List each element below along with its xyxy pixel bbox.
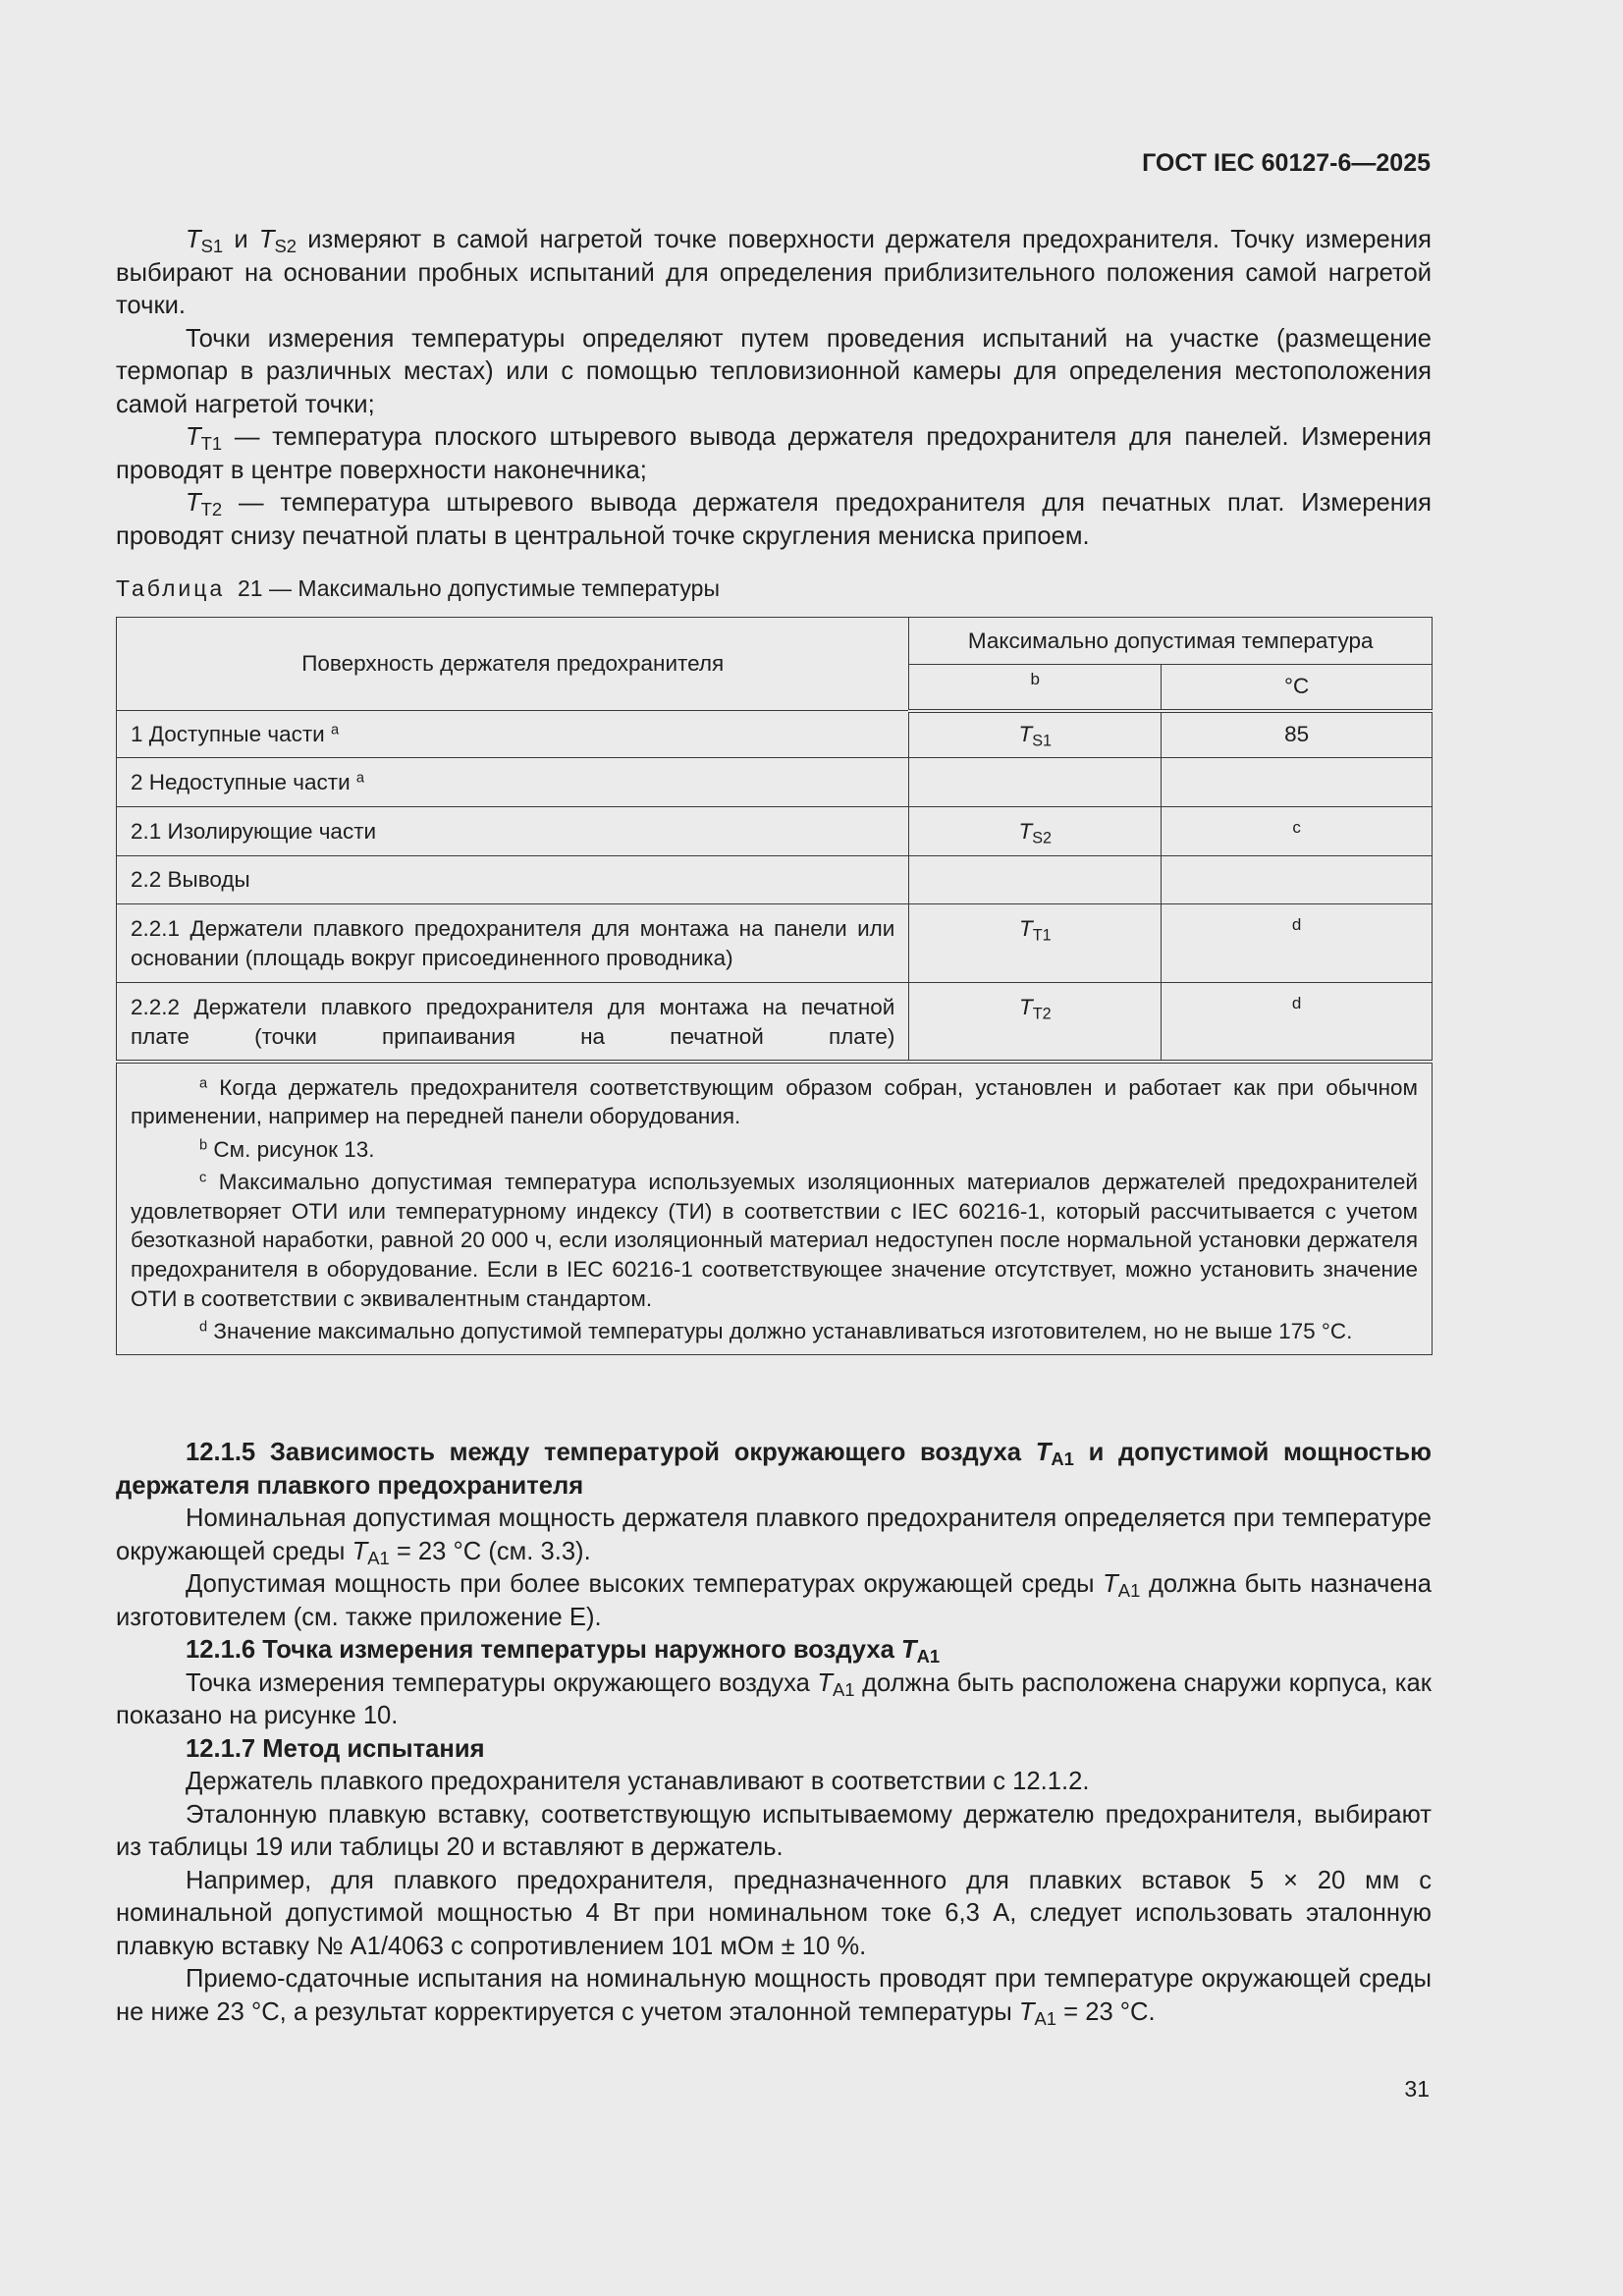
standard-designation: ГОСТ IEC 60127-6—2025 xyxy=(1142,149,1431,177)
paragraph-tt2: $T_{T2}$ — температура штыревого вывода держателя предохранителя для печатных плат. Измерения проводят снизу печатной платы в центральной точке скругления мениска припоем. xyxy=(116,489,1432,550)
paragraph: Например, для плавкого предохранителя, предназначенного для плавких вставок 5 × 20 мм с номинальной допустимой мощностью 4 Вт при номинальном токе 6,3 А, следует использовать эталонную плавкую вставку № А1/4063 с сопротивлением 101 мОм ± 10 %. xyxy=(116,1866,1432,1960)
table-row: 2.2.1 Держатели плавкого предохранителя для монтажа на панели или основании (площадь вокруг присоединенного проводника) $T_{T1}$ d xyxy=(117,904,1433,983)
header-col-b: b xyxy=(909,665,1162,711)
header-surface: Поверхность держателя предохранителя xyxy=(117,618,909,711)
note-b: $^b$ См. рисунок 13. xyxy=(199,1136,375,1162)
note-c: $^c$ Максимально допустимая температура используемых изоляционных материалов держателей предохранителей удовлетворяет ОТИ или температурному индексу (ТИ) в соответствии с IEC 60216-1, который рассчитывается с учетом безотказной наработки, равной 20 000 ч, если изоляционный материал недоступен после нормальной установки держателя предохранителя в оборудование. Если в IEC 60216-1 соответствующее значение отсутствует, можно установить значение ОТИ в соответствии с эквивалентным стандартом. xyxy=(131,1170,1418,1311)
table-notes xyxy=(117,1062,1433,1355)
section-heading-12-1-5: 12.1.5 Зависимость между температурой окружающего воздуха $T_{A1}$ и допустимой мощностью держателя плавкого предохранителя xyxy=(116,1439,1432,1500)
header-max-temp: Максимально допустимая температура xyxy=(909,618,1433,665)
paragraph-ts: $T_{S1}$ и $T_{S2}$ измеряют в самой нагретой точке поверхности держателя предохранителя. Точку измерения выбирают на основании пробных испытаний для определения приблизительного положения самой нагретой точки. xyxy=(116,226,1432,319)
table-row: 2 Недоступные части $^a$ xyxy=(117,758,1433,807)
note-a: $^a$ Когда держатель предохранителя соответствующим образом собран, установлен и работает как при обычном применении, например на передней панели оборудования. xyxy=(131,1074,1418,1129)
note-d: $^d$ Значение максимально допустимой температуры должно устанавливаться изготовителем, но не выше 175 °C. xyxy=(199,1319,1353,1344)
intro-text xyxy=(116,224,1432,553)
page-number: 31 xyxy=(1404,2076,1430,2102)
sections-text xyxy=(116,1437,1432,2029)
paragraph: Точка измерения температуры окружающего воздуха $T_{A1}$ должна быть расположена снаружи корпуса, как показано на рисунке 10. xyxy=(116,1668,1432,1729)
paragraph-tt1: $T_{T1}$ — температура плоского штыревого вывода держателя предохранителя для панелей. Измерения проводят в центре поверхности наконечника; xyxy=(116,423,1432,484)
table-row: 2.2 Выводы xyxy=(117,856,1433,904)
paragraph-measure-points: Точки измерения температуры определяют путем проведения испытаний на участке (размещение термопар в различных местах) или с помощью тепловизионной камеры для определения местоположения самой нагретой точки; xyxy=(116,324,1432,418)
paragraph: Приемо-сдаточные испытания на номинальную мощность проводят при температуре окружающей среды не ниже 23 °C, а результат корректируется с учетом эталонной температуры $T_{A1} = 23$ °C. xyxy=(116,1965,1432,2029)
table-caption: Таблица 21 — Максимально допустимые температуры xyxy=(116,575,720,601)
table-notes-row xyxy=(117,1062,1433,1355)
section-heading-12-1-6: 12.1.6 Точка измерения температуры наружного воздуха $T_{A1}$ xyxy=(186,1636,941,1667)
paragraph: Номинальная допустимая мощность держателя плавкого предохранителя определяется при температуре окружающей среды $T_{A1} = 23$ °C (см. 3.3). xyxy=(116,1504,1432,1568)
table-row: 2.2.2 Держатели плавкого предохранителя для монтажа на печатной плате (точки припаивания на печатной плате) $T_{T2}$ d xyxy=(117,983,1433,1062)
paragraph: Держатель плавкого предохранителя устанавливают в соответствии с 12.1.2. xyxy=(186,1768,1090,1795)
header-col-unit: °C xyxy=(1162,665,1433,711)
temperature-table xyxy=(116,617,1433,1355)
paragraph: Допустимая мощность при более высоких температурах окружающей среды $T_{A1}$ должна быть назначена изготовителем (см. также приложение Е). xyxy=(116,1570,1432,1631)
section-heading-12-1-7: 12.1.7 Метод испытания xyxy=(186,1734,485,1763)
table-row: 1 Доступные части $^a$ $T_{S1}$ 85 xyxy=(117,711,1433,758)
paragraph: Эталонную плавкую вставку, соответствующую испытываемому держателю предохранителя, выбирают из таблицы 19 или таблицы 20 и вставляют в держатель. xyxy=(116,1800,1432,1861)
table-row: 2.1 Изолирующие части $T_{S2}$ c xyxy=(117,807,1433,856)
